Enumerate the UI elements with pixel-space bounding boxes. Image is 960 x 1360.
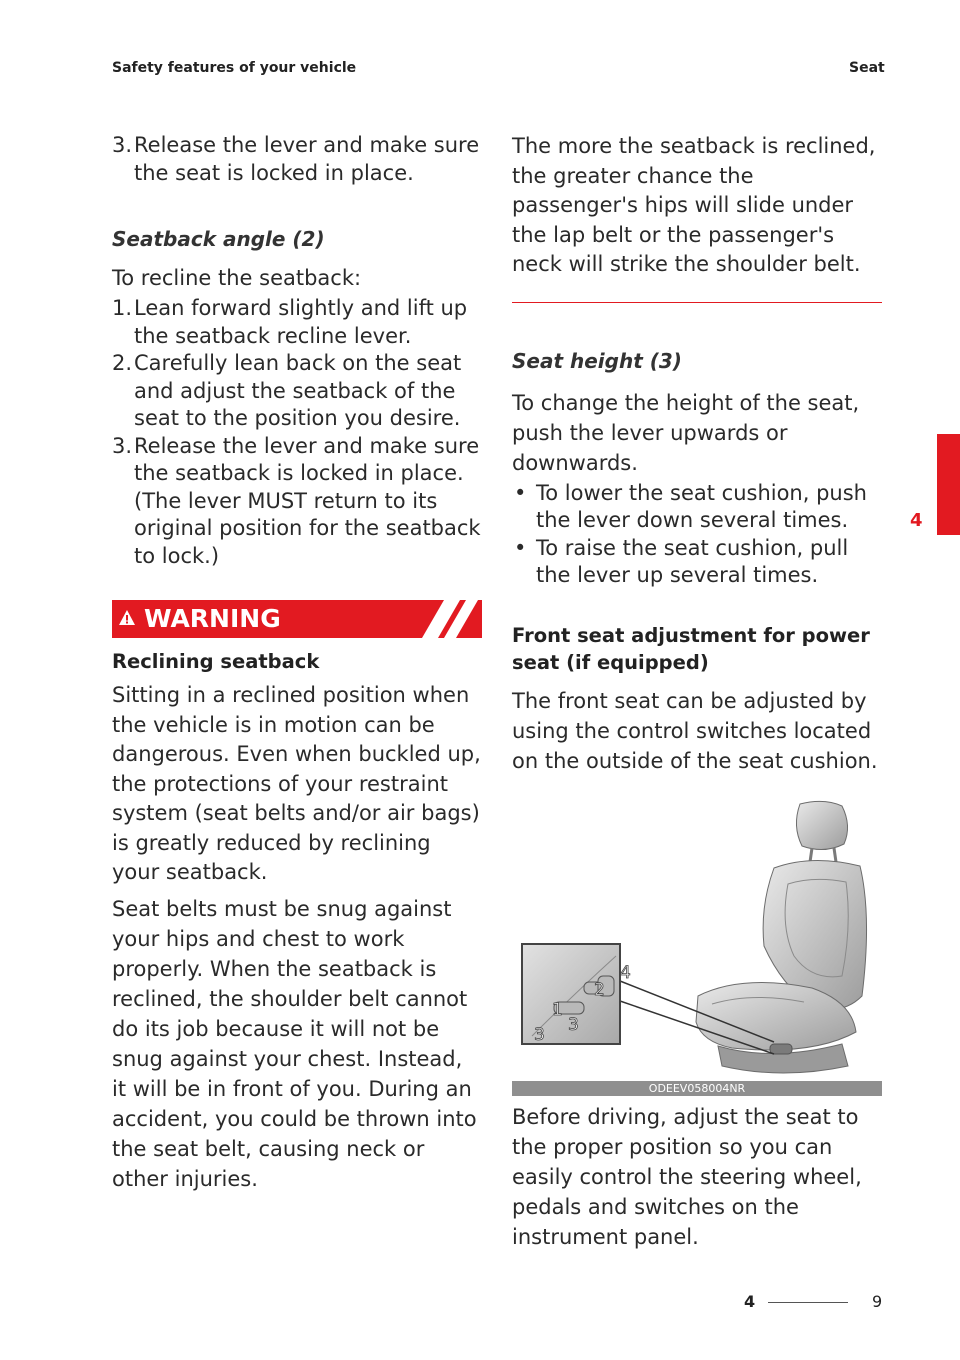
footer-divider	[768, 1302, 848, 1303]
list-item	[512, 480, 882, 535]
bullet: •	[514, 480, 527, 505]
figure-callout-label: 2	[594, 979, 605, 1000]
bullet: •	[514, 535, 527, 560]
list-text: Lean forward slightly and lift up the seatback recline lever.	[134, 296, 468, 348]
figure-callout-label: 4	[620, 962, 631, 983]
list-text: Release the lever and make sure the seatback is locked in place. (The lever MUST return to its original position for the seatback to lock.)	[134, 433, 481, 568]
figure-callout-label: 3	[534, 1024, 545, 1045]
chapter-side-tab	[937, 434, 960, 535]
figure-callout-label: 1	[552, 999, 563, 1020]
seat-drawing	[512, 796, 882, 1081]
list-item	[512, 535, 882, 590]
warning-paragraph: Sitting in a reclined position when the vehicle is in motion can be dangerous. Even when buckled up, the protections of your restraint system (seat belts and/or air bags) is greatly reduced by reclining your seatback.	[112, 683, 481, 884]
list-text: To lower the seat cushion, push the lever down several times.	[536, 480, 867, 532]
paragraph: Before driving, adjust the seat to the proper position so you can easily control the steering wheel, pedals and switches on the instrument panel.	[512, 1104, 862, 1249]
warning-slash-decoration	[422, 600, 482, 638]
list-item	[112, 350, 482, 433]
list-item	[112, 433, 482, 571]
list-text: Carefully lean back on the seat and adjust the seatback of the seat to the position you desire.	[134, 351, 462, 430]
right-column	[512, 132, 882, 1252]
list-text: To raise the seat cushion, pull the lever up several times.	[536, 535, 849, 587]
seat-illustration	[512, 796, 882, 1096]
figure-callout-label: 3	[568, 1014, 579, 1035]
list-item	[112, 295, 482, 350]
seatback-angle-heading: Seatback angle (2)	[112, 227, 325, 251]
list-item	[112, 132, 482, 187]
figure-caption: ODEEV058004NR	[512, 1081, 882, 1096]
paragraph: To change the height of the seat, push the lever upwards or downwards.	[512, 390, 860, 475]
chapter-side-number: 4	[910, 510, 923, 531]
power-seat-heading: Front seat adjustment for power seat (if equipped)	[512, 623, 870, 674]
paragraph: The more the seatback is reclined, the greater chance the passenger's hips will slide under the lap belt or the passenger's neck will strike the shoulder belt.	[512, 134, 876, 276]
recline-intro: To recline the seatback:	[112, 266, 362, 290]
footer-chapter-number: 4	[744, 1292, 756, 1311]
left-column	[112, 132, 482, 1194]
list-number: 3.	[112, 133, 133, 157]
warning-banner	[112, 600, 482, 638]
list-number: 3.	[112, 433, 133, 458]
warning-paragraph: Seat belts must be snug against your hips and chest to work properly. When the seatback is reclined, the shoulder belt cannot do its job because it will not be snug against your chest. Instead, it will be in front of you. During an accident, you could be thrown into the seat belt, causing neck or other injuries.	[112, 896, 477, 1191]
warning-title: Reclining seatback	[112, 650, 320, 673]
list-number: 2.	[112, 351, 133, 375]
warning-label: WARNING	[144, 604, 281, 633]
list-text: Release the lever and make sure the seat is locked in place.	[134, 133, 480, 185]
footer-page-number: 9	[872, 1292, 883, 1311]
warning-icon	[118, 609, 136, 627]
running-header-topic: Seat	[849, 60, 885, 76]
seat-height-heading: Seat height (3)	[512, 348, 682, 373]
running-header-section: Safety features of your vehicle	[112, 60, 357, 76]
list-number: 1.	[112, 296, 133, 320]
paragraph: The front seat can be adjusted by using the control switches located on the outside of the seat cushion.	[512, 688, 878, 773]
